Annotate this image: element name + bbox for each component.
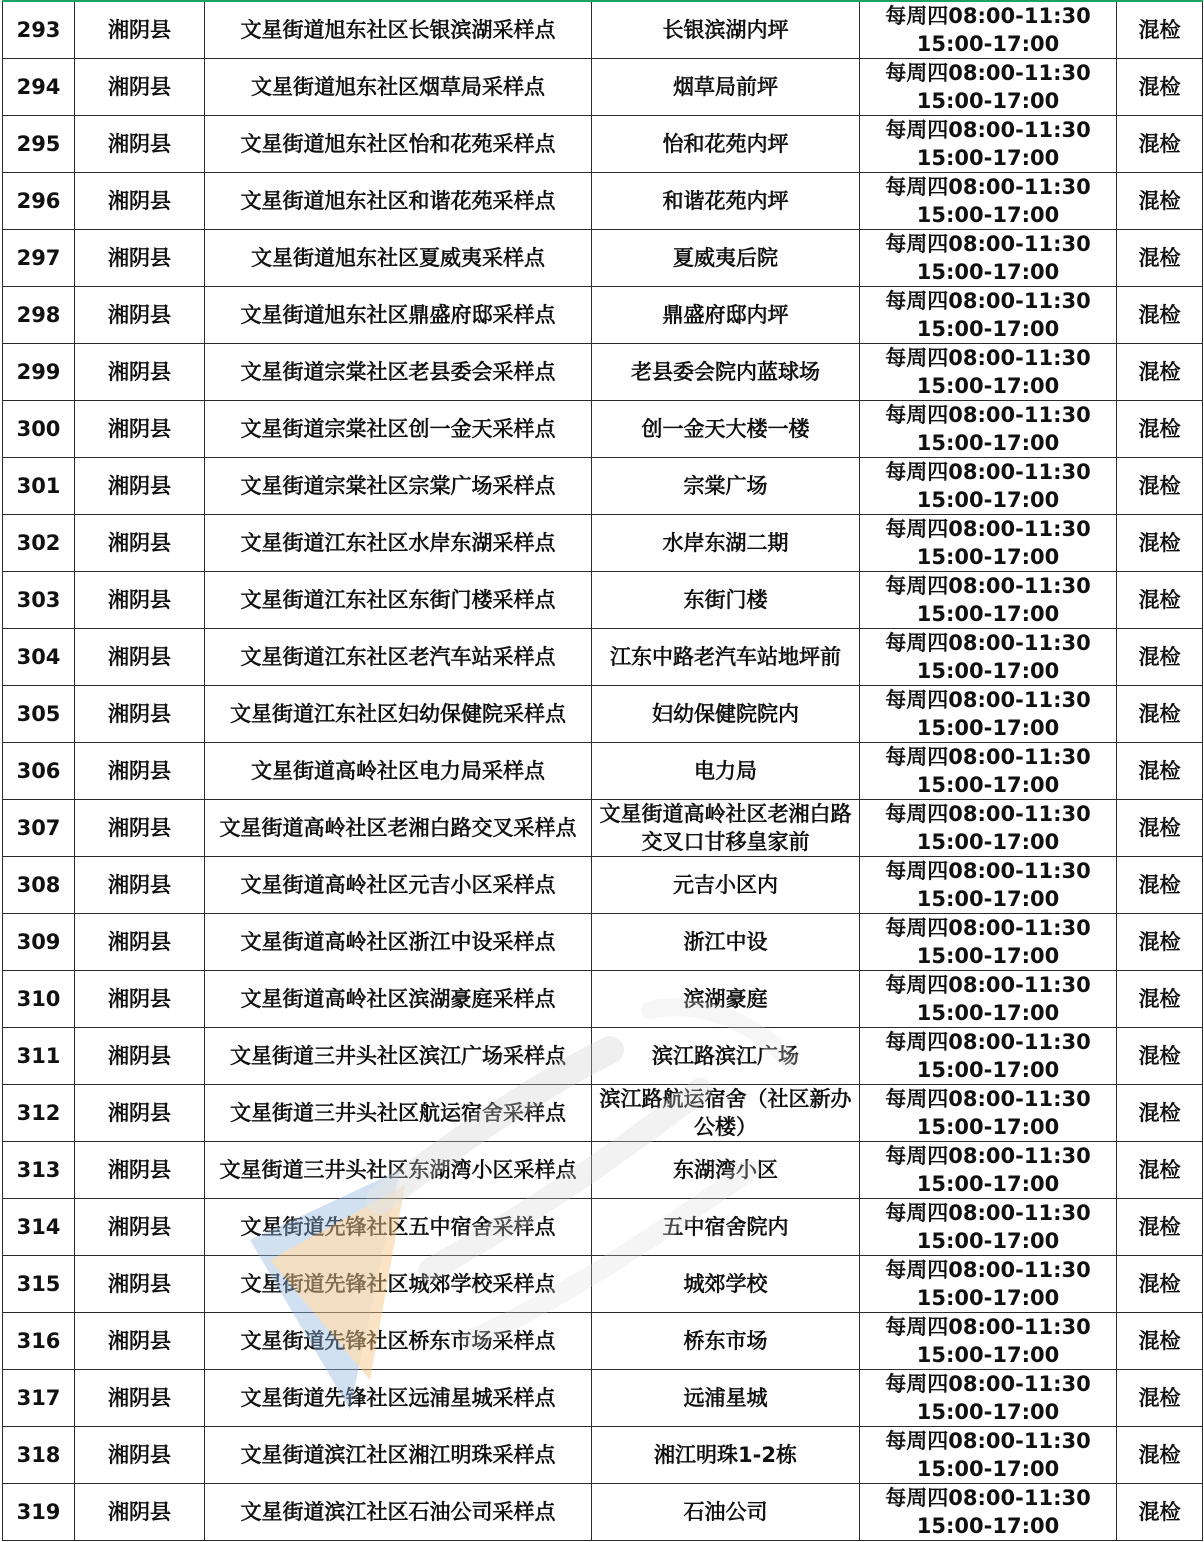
- sampling-location: 文星街道高岭社区老湘白路交叉口甘移皇家前: [592, 800, 860, 857]
- sampling-site-name: 文星街道旭东社区长银滨湖采样点: [205, 1, 592, 59]
- sampling-location: 电力局: [592, 743, 860, 800]
- service-hours-afternoon: 15:00-17:00: [916, 659, 1060, 683]
- table-row: [3, 914, 1203, 971]
- service-hours-morning: 每周四08:00-11:30: [885, 232, 1091, 256]
- service-hours-morning: 每周四08:00-11:30: [885, 1429, 1091, 1453]
- test-type: 混检: [1117, 401, 1203, 458]
- service-hours: [860, 515, 1117, 572]
- service-hours-afternoon: 15:00-17:00: [916, 431, 1060, 455]
- service-hours-morning: 每周四08:00-11:30: [885, 916, 1091, 940]
- row-number: 314: [3, 1199, 75, 1256]
- sampling-location: 滨江路航运宿舍（社区新办公楼）: [592, 1085, 860, 1142]
- sampling-site-name: 文星街道江东社区水岸东湖采样点: [205, 515, 592, 572]
- test-type: 混检: [1117, 1313, 1203, 1370]
- service-hours-afternoon: 15:00-17:00: [916, 1172, 1060, 1196]
- sampling-location: 宗棠广场: [592, 458, 860, 515]
- row-number: 313: [3, 1142, 75, 1199]
- row-number: 310: [3, 971, 75, 1028]
- sampling-location: 鼎盛府邸内坪: [592, 287, 860, 344]
- table-row: [3, 1085, 1203, 1142]
- county-cell: 湘阴县: [75, 116, 205, 173]
- service-hours: [860, 401, 1117, 458]
- table-row: [3, 629, 1203, 686]
- row-number: 318: [3, 1427, 75, 1484]
- sampling-site-name: 文星街道江东社区东街门楼采样点: [205, 572, 592, 629]
- service-hours-afternoon: 15:00-17:00: [916, 545, 1060, 569]
- service-hours-morning: 每周四08:00-11:30: [885, 802, 1091, 826]
- service-hours-afternoon: 15:00-17:00: [916, 887, 1060, 911]
- county-cell: 湘阴县: [75, 1427, 205, 1484]
- sampling-location: 湘江明珠1-2栋: [592, 1427, 860, 1484]
- row-number: 316: [3, 1313, 75, 1370]
- service-hours-morning: 每周四08:00-11:30: [885, 403, 1091, 427]
- county-cell: 湘阴县: [75, 344, 205, 401]
- county-cell: 湘阴县: [75, 515, 205, 572]
- service-hours: [860, 1085, 1117, 1142]
- test-type: 混检: [1117, 572, 1203, 629]
- county-cell: 湘阴县: [75, 173, 205, 230]
- service-hours: [860, 1028, 1117, 1085]
- county-cell: 湘阴县: [75, 59, 205, 116]
- service-hours-morning: 每周四08:00-11:30: [885, 289, 1091, 313]
- row-number: 308: [3, 857, 75, 914]
- row-number: 297: [3, 230, 75, 287]
- sampling-location: 烟草局前坪: [592, 59, 860, 116]
- service-hours-morning: 每周四08:00-11:30: [885, 1315, 1091, 1339]
- service-hours-afternoon: 15:00-17:00: [916, 1514, 1060, 1538]
- service-hours-afternoon: 15:00-17:00: [916, 32, 1060, 56]
- service-hours-morning: 每周四08:00-11:30: [885, 175, 1091, 199]
- row-number: 294: [3, 59, 75, 116]
- service-hours-morning: 每周四08:00-11:30: [885, 1258, 1091, 1282]
- table-row: [3, 1313, 1203, 1370]
- row-number: 298: [3, 287, 75, 344]
- row-number: 317: [3, 1370, 75, 1427]
- row-number: 304: [3, 629, 75, 686]
- sampling-location: 五中宿舍院内: [592, 1199, 860, 1256]
- county-cell: 湘阴县: [75, 572, 205, 629]
- service-hours-morning: 每周四08:00-11:30: [885, 517, 1091, 541]
- service-hours: [860, 59, 1117, 116]
- service-hours-afternoon: 15:00-17:00: [916, 146, 1060, 170]
- service-hours-morning: 每周四08:00-11:30: [885, 1144, 1091, 1168]
- sampling-site-name: 文星街道旭东社区和谐花苑采样点: [205, 173, 592, 230]
- sampling-location: 老县委会院内蓝球场: [592, 344, 860, 401]
- service-hours-afternoon: 15:00-17:00: [916, 830, 1060, 854]
- sampling-site-name: 文星街道滨江社区湘江明珠采样点: [205, 1427, 592, 1484]
- test-type: 混检: [1117, 515, 1203, 572]
- service-hours: [860, 458, 1117, 515]
- row-number: 315: [3, 1256, 75, 1313]
- test-type: 混检: [1117, 1028, 1203, 1085]
- sampling-location: 元吉小区内: [592, 857, 860, 914]
- test-type: 混检: [1117, 1370, 1203, 1427]
- test-type: 混检: [1117, 686, 1203, 743]
- county-cell: 湘阴县: [75, 914, 205, 971]
- service-hours-afternoon: 15:00-17:00: [916, 488, 1060, 512]
- row-number: 301: [3, 458, 75, 515]
- service-hours-afternoon: 15:00-17:00: [916, 260, 1060, 284]
- sampling-site-name: 文星街道先锋社区桥东市场采样点: [205, 1313, 592, 1370]
- row-number: 305: [3, 686, 75, 743]
- row-number: 303: [3, 572, 75, 629]
- county-cell: 湘阴县: [75, 1199, 205, 1256]
- sampling-site-name: 文星街道三井头社区东湖湾小区采样点: [205, 1142, 592, 1199]
- test-type: 混检: [1117, 1199, 1203, 1256]
- service-hours-afternoon: 15:00-17:00: [916, 773, 1060, 797]
- test-type: 混检: [1117, 1085, 1203, 1142]
- service-hours-afternoon: 15:00-17:00: [916, 317, 1060, 341]
- sampling-location: 长银滨湖内坪: [592, 1, 860, 59]
- service-hours: [860, 971, 1117, 1028]
- service-hours: [860, 1, 1117, 59]
- sampling-location: 桥东市场: [592, 1313, 860, 1370]
- county-cell: 湘阴县: [75, 1370, 205, 1427]
- service-hours-morning: 每周四08:00-11:30: [885, 859, 1091, 883]
- table-row: [3, 1142, 1203, 1199]
- service-hours-afternoon: 15:00-17:00: [916, 716, 1060, 740]
- county-cell: 湘阴县: [75, 857, 205, 914]
- service-hours: [860, 1484, 1117, 1541]
- row-number: 307: [3, 800, 75, 857]
- table-row: [3, 173, 1203, 230]
- county-cell: 湘阴县: [75, 1313, 205, 1370]
- sampling-site-name: 文星街道三井头社区滨江广场采样点: [205, 1028, 592, 1085]
- service-hours-afternoon: 15:00-17:00: [916, 1058, 1060, 1082]
- row-number: 306: [3, 743, 75, 800]
- test-type: 混检: [1117, 1484, 1203, 1541]
- service-hours-morning: 每周四08:00-11:30: [885, 1486, 1091, 1510]
- table-row: [3, 116, 1203, 173]
- county-cell: 湘阴县: [75, 458, 205, 515]
- row-number: 319: [3, 1484, 75, 1541]
- row-number: 299: [3, 344, 75, 401]
- table-row: [3, 857, 1203, 914]
- sampling-site-name: 文星街道高岭社区元吉小区采样点: [205, 857, 592, 914]
- test-type: 混检: [1117, 800, 1203, 857]
- test-type: 混检: [1117, 1, 1203, 59]
- sampling-location: 东街门楼: [592, 572, 860, 629]
- service-hours-morning: 每周四08:00-11:30: [885, 631, 1091, 655]
- row-number: 295: [3, 116, 75, 173]
- sampling-location: 怡和花苑内坪: [592, 116, 860, 173]
- service-hours-morning: 每周四08:00-11:30: [885, 973, 1091, 997]
- county-cell: 湘阴县: [75, 1, 205, 59]
- sampling-site-name: 文星街道旭东社区怡和花苑采样点: [205, 116, 592, 173]
- sampling-site-name: 文星街道先锋社区城郊学校采样点: [205, 1256, 592, 1313]
- service-hours-morning: 每周四08:00-11:30: [885, 745, 1091, 769]
- table-row: [3, 1427, 1203, 1484]
- service-hours: [860, 287, 1117, 344]
- sampling-site-name: 文星街道宗棠社区老县委会采样点: [205, 344, 592, 401]
- service-hours: [860, 572, 1117, 629]
- sampling-site-name: 文星街道江东社区老汽车站采样点: [205, 629, 592, 686]
- table-row: [3, 59, 1203, 116]
- sampling-location: 石油公司: [592, 1484, 860, 1541]
- service-hours-afternoon: 15:00-17:00: [916, 203, 1060, 227]
- service-hours: [860, 1142, 1117, 1199]
- service-hours: [860, 173, 1117, 230]
- service-hours: [860, 743, 1117, 800]
- service-hours: [860, 686, 1117, 743]
- county-cell: 湘阴县: [75, 800, 205, 857]
- sampling-site-name: 文星街道宗棠社区创一金天采样点: [205, 401, 592, 458]
- service-hours: [860, 1370, 1117, 1427]
- sampling-site-name: 文星街道旭东社区烟草局采样点: [205, 59, 592, 116]
- row-number: 309: [3, 914, 75, 971]
- table-row: [3, 1, 1203, 59]
- service-hours-morning: 每周四08:00-11:30: [885, 61, 1091, 85]
- table-row: [3, 344, 1203, 401]
- service-hours-afternoon: 15:00-17:00: [916, 602, 1060, 626]
- service-hours: [860, 1313, 1117, 1370]
- table-row: [3, 1256, 1203, 1313]
- row-number: 311: [3, 1028, 75, 1085]
- county-cell: 湘阴县: [75, 1142, 205, 1199]
- row-number: 302: [3, 515, 75, 572]
- service-hours-afternoon: 15:00-17:00: [916, 89, 1060, 113]
- service-hours-afternoon: 15:00-17:00: [916, 374, 1060, 398]
- county-cell: 湘阴县: [75, 629, 205, 686]
- service-hours-morning: 每周四08:00-11:30: [885, 1087, 1091, 1111]
- service-hours-afternoon: 15:00-17:00: [916, 1457, 1060, 1481]
- sampling-site-name: 文星街道旭东社区鼎盛府邸采样点: [205, 287, 592, 344]
- service-hours-afternoon: 15:00-17:00: [916, 1001, 1060, 1025]
- sampling-site-name: 文星街道高岭社区电力局采样点: [205, 743, 592, 800]
- table-row: [3, 230, 1203, 287]
- sampling-site-name: 文星街道高岭社区老湘白路交叉采样点: [205, 800, 592, 857]
- sampling-location: 夏威夷后院: [592, 230, 860, 287]
- service-hours-afternoon: 15:00-17:00: [916, 1286, 1060, 1310]
- sampling-location: 滨湖豪庭: [592, 971, 860, 1028]
- service-hours-morning: 每周四08:00-11:30: [885, 460, 1091, 484]
- test-type: 混检: [1117, 458, 1203, 515]
- test-type: 混检: [1117, 971, 1203, 1028]
- service-hours-morning: 每周四08:00-11:30: [885, 4, 1091, 28]
- sampling-location: 妇幼保健院院内: [592, 686, 860, 743]
- sampling-site-name: 文星街道三井头社区航运宿舍采样点: [205, 1085, 592, 1142]
- service-hours-afternoon: 15:00-17:00: [916, 1400, 1060, 1424]
- sampling-site-name: 文星街道先锋社区五中宿舍采样点: [205, 1199, 592, 1256]
- row-number: 296: [3, 173, 75, 230]
- county-cell: 湘阴县: [75, 230, 205, 287]
- service-hours: [860, 230, 1117, 287]
- service-hours: [860, 914, 1117, 971]
- table-row: [3, 686, 1203, 743]
- sampling-location: 创一金天大楼一楼: [592, 401, 860, 458]
- service-hours: [860, 1427, 1117, 1484]
- sampling-site-name: 文星街道先锋社区远浦星城采样点: [205, 1370, 592, 1427]
- sampling-site-name: 文星街道宗棠社区宗棠广场采样点: [205, 458, 592, 515]
- test-type: 混检: [1117, 1256, 1203, 1313]
- county-cell: 湘阴县: [75, 1256, 205, 1313]
- table-row: [3, 1028, 1203, 1085]
- sampling-location: 浙江中设: [592, 914, 860, 971]
- test-type: 混检: [1117, 857, 1203, 914]
- sampling-location: 和谐花苑内坪: [592, 173, 860, 230]
- sampling-site-name: 文星街道高岭社区滨湖豪庭采样点: [205, 971, 592, 1028]
- table-row: [3, 1370, 1203, 1427]
- sampling-location: 城郊学校: [592, 1256, 860, 1313]
- service-hours-morning: 每周四08:00-11:30: [885, 1201, 1091, 1225]
- test-type: 混检: [1117, 743, 1203, 800]
- county-cell: 湘阴县: [75, 1484, 205, 1541]
- table-row: [3, 458, 1203, 515]
- service-hours-morning: 每周四08:00-11:30: [885, 1030, 1091, 1054]
- service-hours: [860, 629, 1117, 686]
- test-type: 混检: [1117, 59, 1203, 116]
- sampling-location: 东湖湾小区: [592, 1142, 860, 1199]
- sampling-location: 水岸东湖二期: [592, 515, 860, 572]
- sampling-site-name: 文星街道滨江社区石油公司采样点: [205, 1484, 592, 1541]
- county-cell: 湘阴县: [75, 1085, 205, 1142]
- service-hours: [860, 1256, 1117, 1313]
- test-type: 混检: [1117, 287, 1203, 344]
- table-row: [3, 572, 1203, 629]
- sampling-site-name: 文星街道江东社区妇幼保健院采样点: [205, 686, 592, 743]
- table-row: [3, 743, 1203, 800]
- county-cell: 湘阴县: [75, 401, 205, 458]
- table-row: [3, 515, 1203, 572]
- test-type: 混检: [1117, 230, 1203, 287]
- sampling-sites-table: [2, 0, 1203, 1541]
- table-row: [3, 1484, 1203, 1541]
- sampling-site-name: 文星街道旭东社区夏威夷采样点: [205, 230, 592, 287]
- test-type: 混检: [1117, 914, 1203, 971]
- sampling-location: 江东中路老汽车站地坪前: [592, 629, 860, 686]
- service-hours: [860, 344, 1117, 401]
- county-cell: 湘阴县: [75, 971, 205, 1028]
- row-number: 293: [3, 1, 75, 59]
- table-row: [3, 800, 1203, 857]
- county-cell: 湘阴县: [75, 1028, 205, 1085]
- row-number: 300: [3, 401, 75, 458]
- test-type: 混检: [1117, 116, 1203, 173]
- sampling-location: 滨江路滨江广场: [592, 1028, 860, 1085]
- service-hours-morning: 每周四08:00-11:30: [885, 1372, 1091, 1396]
- test-type: 混检: [1117, 1427, 1203, 1484]
- service-hours: [860, 1199, 1117, 1256]
- table-row: [3, 971, 1203, 1028]
- service-hours-morning: 每周四08:00-11:30: [885, 688, 1091, 712]
- table-row: [3, 287, 1203, 344]
- service-hours: [860, 116, 1117, 173]
- service-hours-morning: 每周四08:00-11:30: [885, 346, 1091, 370]
- test-type: 混检: [1117, 1142, 1203, 1199]
- service-hours-morning: 每周四08:00-11:30: [885, 574, 1091, 598]
- service-hours-afternoon: 15:00-17:00: [916, 944, 1060, 968]
- county-cell: 湘阴县: [75, 686, 205, 743]
- table-row: [3, 401, 1203, 458]
- service-hours-afternoon: 15:00-17:00: [916, 1229, 1060, 1253]
- table-body: [3, 1, 1203, 1541]
- sampling-site-name: 文星街道高岭社区浙江中设采样点: [205, 914, 592, 971]
- service-hours: [860, 800, 1117, 857]
- service-hours: [860, 857, 1117, 914]
- service-hours-afternoon: 15:00-17:00: [916, 1115, 1060, 1139]
- table-row: [3, 1199, 1203, 1256]
- county-cell: 湘阴县: [75, 743, 205, 800]
- test-type: 混检: [1117, 173, 1203, 230]
- service-hours-afternoon: 15:00-17:00: [916, 1343, 1060, 1367]
- service-hours-morning: 每周四08:00-11:30: [885, 118, 1091, 142]
- county-cell: 湘阴县: [75, 287, 205, 344]
- test-type: 混检: [1117, 629, 1203, 686]
- row-number: 312: [3, 1085, 75, 1142]
- test-type: 混检: [1117, 344, 1203, 401]
- sampling-location: 远浦星城: [592, 1370, 860, 1427]
